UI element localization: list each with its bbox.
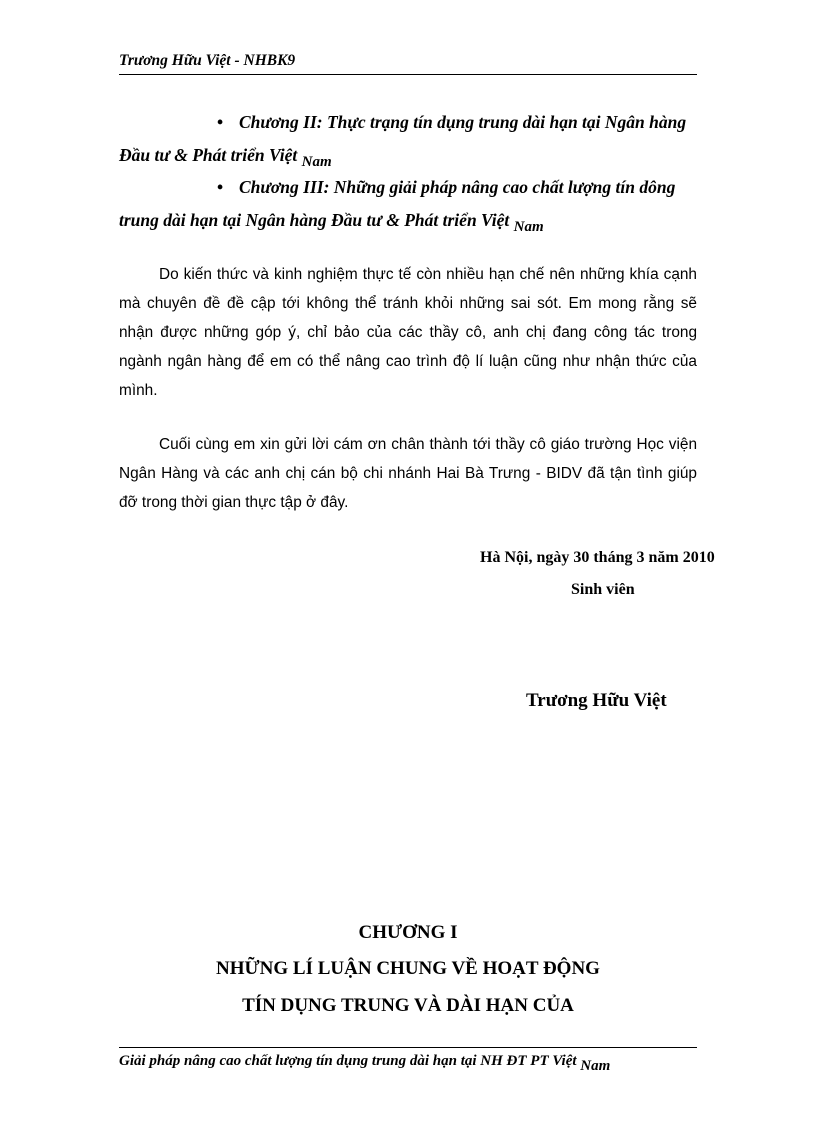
bullet-line: Chương II: Thực trạng tín dụng trung dài hạn tại Ngân hàng bbox=[239, 112, 687, 132]
paragraph-thanks: Cuối cùng em xin gửi lời cám ơn chân thành tới thầy cô giáo trường Học viện Ngân Hàng và các anh chị cán bộ chi nhánh Hai Bà Trưng - BIDV đã tận tình giúp đỡ trong thời gian thực tập ở đây. bbox=[119, 436, 697, 511]
chapter-title-line-2: TÍN DỤNG TRUNG VÀ DÀI HẠN CỦA bbox=[242, 995, 574, 1016]
bullet-chapter-2 bbox=[119, 106, 697, 174]
bullet-tail: Nam bbox=[513, 219, 544, 235]
chapter-number: CHƯƠNG I bbox=[358, 922, 458, 943]
chapter-title-line-1: NHỮNG LÍ LUẬN CHUNG VỀ HOẠT ĐỘNG bbox=[216, 958, 600, 979]
page-header: Trương Hữu Việt - NHBK9 bbox=[119, 52, 697, 75]
bullet-line: trung dài hạn tại Ngân hàng Đầu tư & Phát triển Việt bbox=[119, 210, 510, 230]
signature-date: Hà Nội, ngày 30 tháng 3 năm 2010 bbox=[480, 549, 715, 566]
signature-role: Sinh viên bbox=[571, 581, 635, 598]
page-footer bbox=[119, 1053, 611, 1074]
bullet-line: Đầu tư & Phát triển Việt bbox=[119, 145, 298, 165]
bullet-icon: • bbox=[217, 112, 224, 132]
footer-text: Giải pháp nâng cao chất lượng tín dụng trung dài hạn tại NH ĐT PT Việt bbox=[119, 1053, 577, 1069]
paragraph-limitations: Do kiến thức và kinh nghiệm thực tế còn nhiều hạn chế nên những khía cạnh mà chuyên đề đề cập tới không thể tránh khỏi những sai sót. Em mong rằng sẽ nhận được những góp ý, chỉ bảo của các thầy cô, anh chị đang công tác trong ngành ngân hàng để em có thể nâng cao trình độ lí luận cũng như nhận thức của mình. bbox=[119, 266, 697, 399]
footer-divider bbox=[119, 1047, 697, 1048]
signature-name: Trương Hữu Việt bbox=[526, 690, 667, 711]
bullet-line: Chương III: Những giải pháp nâng cao chất lượng tín dông bbox=[239, 177, 676, 197]
bullet-tail: Nam bbox=[301, 154, 332, 170]
bullet-icon: • bbox=[217, 177, 224, 197]
bullet-chapter-3 bbox=[119, 171, 697, 239]
footer-tail: Nam bbox=[580, 1058, 611, 1074]
